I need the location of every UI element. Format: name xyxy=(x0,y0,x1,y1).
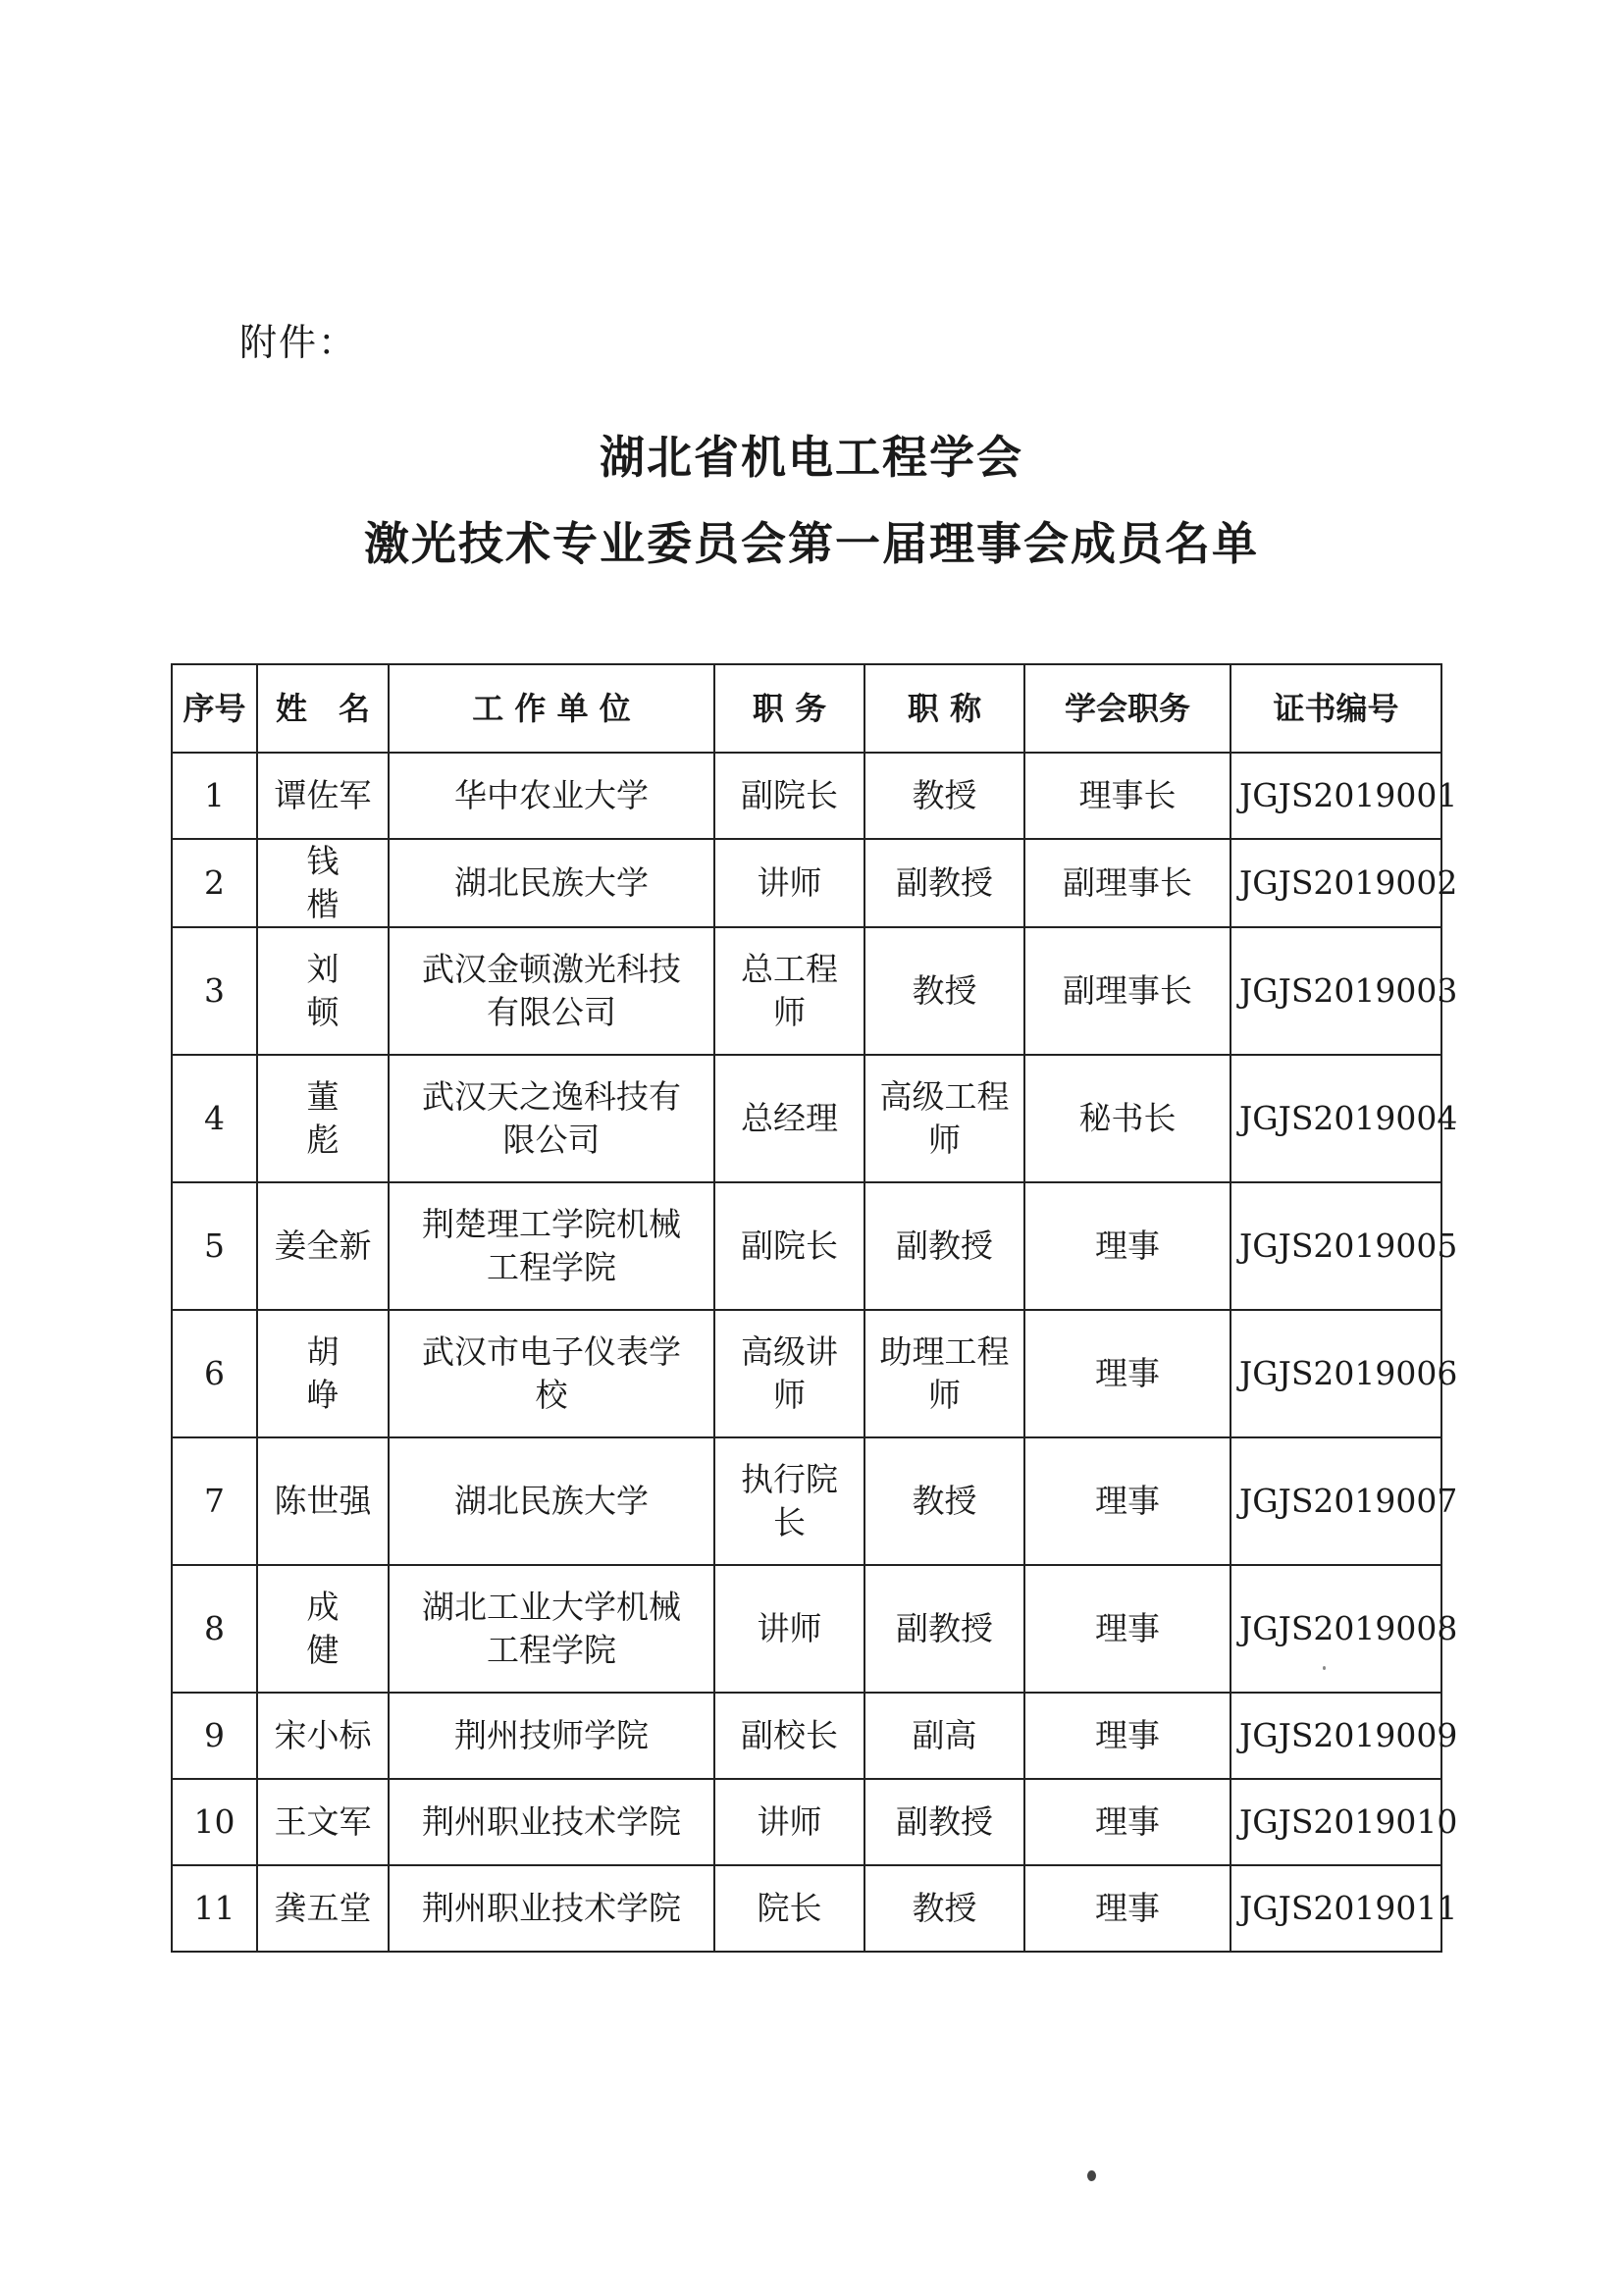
cell-society-role: 理事长 xyxy=(1024,753,1230,839)
cell-cert: JGJS2019006 xyxy=(1230,1310,1441,1437)
cell-title: 教授 xyxy=(864,927,1024,1055)
header-title: 职 称 xyxy=(864,664,1024,753)
cell-duty: 讲师 xyxy=(714,839,864,927)
header-duty: 职 务 xyxy=(714,664,864,753)
cell-title: 教授 xyxy=(864,1437,1024,1565)
document-subtitle: 激光技术专业委员会第一届理事会成员名单 xyxy=(364,517,1259,570)
cell-duty: 执行院长 xyxy=(714,1437,864,1565)
cell-society-role: 副理事长 xyxy=(1024,839,1230,927)
cell-duty: 高级讲师 xyxy=(714,1310,864,1437)
table-row xyxy=(172,1693,1441,1779)
cell-name: 钱楷 xyxy=(257,839,389,927)
table-header-row xyxy=(172,664,1441,753)
cell-duty: 总工程师 xyxy=(714,927,864,1055)
cell-society-role: 理事 xyxy=(1024,1437,1230,1565)
cell-name: 陈世强 xyxy=(257,1437,389,1565)
cell-name: 姜全新 xyxy=(257,1182,389,1310)
cell-title: 副教授 xyxy=(864,1779,1024,1865)
cell-no: 4 xyxy=(172,1055,257,1182)
cell-duty: 讲师 xyxy=(714,1565,864,1693)
cell-no: 5 xyxy=(172,1182,257,1310)
cell-cert: JGJS2019009 xyxy=(1230,1693,1441,1779)
cell-cert: JGJS2019011 xyxy=(1230,1865,1441,1952)
cell-title: 高级工程师 xyxy=(864,1055,1024,1182)
cell-name: 谭佐军 xyxy=(257,753,389,839)
document-title: 湖北省机电工程学会 xyxy=(600,431,1023,484)
scan-speck xyxy=(1087,2170,1096,2181)
cell-unit: 湖北民族大学 xyxy=(389,1437,714,1565)
table-row xyxy=(172,1865,1441,1952)
cell-unit: 湖北民族大学 xyxy=(389,839,714,927)
cell-society-role: 秘书长 xyxy=(1024,1055,1230,1182)
cell-society-role: 理事 xyxy=(1024,1565,1230,1693)
cell-no: 3 xyxy=(172,927,257,1055)
cell-society-role: 理事 xyxy=(1024,1779,1230,1865)
table-row xyxy=(172,927,1441,1055)
cell-cert: JGJS2019004 xyxy=(1230,1055,1441,1182)
table-row xyxy=(172,1565,1441,1693)
cell-unit: 荆州职业技术学院 xyxy=(389,1865,714,1952)
cell-no: 10 xyxy=(172,1779,257,1865)
cell-cert: JGJS2019003 xyxy=(1230,927,1441,1055)
cell-society-role: 理事 xyxy=(1024,1693,1230,1779)
cell-duty: 副校长 xyxy=(714,1693,864,1779)
cell-unit: 荆州技师学院 xyxy=(389,1693,714,1779)
cell-name: 宋小标 xyxy=(257,1693,389,1779)
cell-society-role: 理事 xyxy=(1024,1310,1230,1437)
cell-unit: 武汉市电子仪表学校 xyxy=(389,1310,714,1437)
cell-name: 董彪 xyxy=(257,1055,389,1182)
cell-title: 助理工程师 xyxy=(864,1310,1024,1437)
cell-duty: 讲师 xyxy=(714,1779,864,1865)
cell-title: 副教授 xyxy=(864,1565,1024,1693)
cell-society-role: 副理事长 xyxy=(1024,927,1230,1055)
table-row xyxy=(172,1182,1441,1310)
cell-title: 教授 xyxy=(864,1865,1024,1952)
cell-unit: 武汉金顿激光科技有限公司 xyxy=(389,927,714,1055)
cell-cert: JGJS2019008 xyxy=(1230,1565,1441,1693)
cell-duty: 副院长 xyxy=(714,1182,864,1310)
header-name: 姓 名 xyxy=(257,664,389,753)
table-row xyxy=(172,1310,1441,1437)
cell-name: 成健 xyxy=(257,1565,389,1693)
cell-unit: 湖北工业大学机械工程学院 xyxy=(389,1565,714,1693)
cell-title: 副教授 xyxy=(864,839,1024,927)
cell-cert: JGJS2019001 xyxy=(1230,753,1441,839)
cell-no: 8 xyxy=(172,1565,257,1693)
cell-society-role: 理事 xyxy=(1024,1182,1230,1310)
cell-unit: 荆楚理工学院机械工程学院 xyxy=(389,1182,714,1310)
table-row xyxy=(172,753,1441,839)
cell-title: 副高 xyxy=(864,1693,1024,1779)
header-cert: 证书编号 xyxy=(1230,664,1441,753)
cell-name: 刘顿 xyxy=(257,927,389,1055)
header-no: 序号 xyxy=(172,664,257,753)
cell-duty: 总经理 xyxy=(714,1055,864,1182)
cell-cert: JGJS2019005 xyxy=(1230,1182,1441,1310)
cell-society-role: 理事 xyxy=(1024,1865,1230,1952)
cell-name: 龚五堂 xyxy=(257,1865,389,1952)
member-roster-table xyxy=(171,663,1458,1953)
cell-no: 11 xyxy=(172,1865,257,1952)
table-row xyxy=(172,839,1441,927)
cell-name: 王文军 xyxy=(257,1779,389,1865)
attachment-label: 附件： xyxy=(239,321,358,364)
cell-title: 副教授 xyxy=(864,1182,1024,1310)
cell-name: 胡峥 xyxy=(257,1310,389,1437)
scan-speck xyxy=(1323,1666,1326,1670)
cell-cert: JGJS2019002 xyxy=(1230,839,1441,927)
cell-duty: 副院长 xyxy=(714,753,864,839)
cell-title: 教授 xyxy=(864,753,1024,839)
cell-unit: 武汉天之逸科技有限公司 xyxy=(389,1055,714,1182)
cell-no: 7 xyxy=(172,1437,257,1565)
table-row xyxy=(172,1779,1441,1865)
table-row xyxy=(172,1055,1441,1182)
table-row xyxy=(172,1437,1441,1565)
cell-duty: 院长 xyxy=(714,1865,864,1952)
header-society-role: 学会职务 xyxy=(1024,664,1230,753)
cell-cert: JGJS2019010 xyxy=(1230,1779,1441,1865)
cell-no: 9 xyxy=(172,1693,257,1779)
cell-unit: 华中农业大学 xyxy=(389,753,714,839)
cell-unit: 荆州职业技术学院 xyxy=(389,1779,714,1865)
cell-no: 6 xyxy=(172,1310,257,1437)
header-unit: 工 作 单 位 xyxy=(389,664,714,753)
cell-no: 1 xyxy=(172,753,257,839)
cell-no: 2 xyxy=(172,839,257,927)
cell-cert: JGJS2019007 xyxy=(1230,1437,1441,1565)
